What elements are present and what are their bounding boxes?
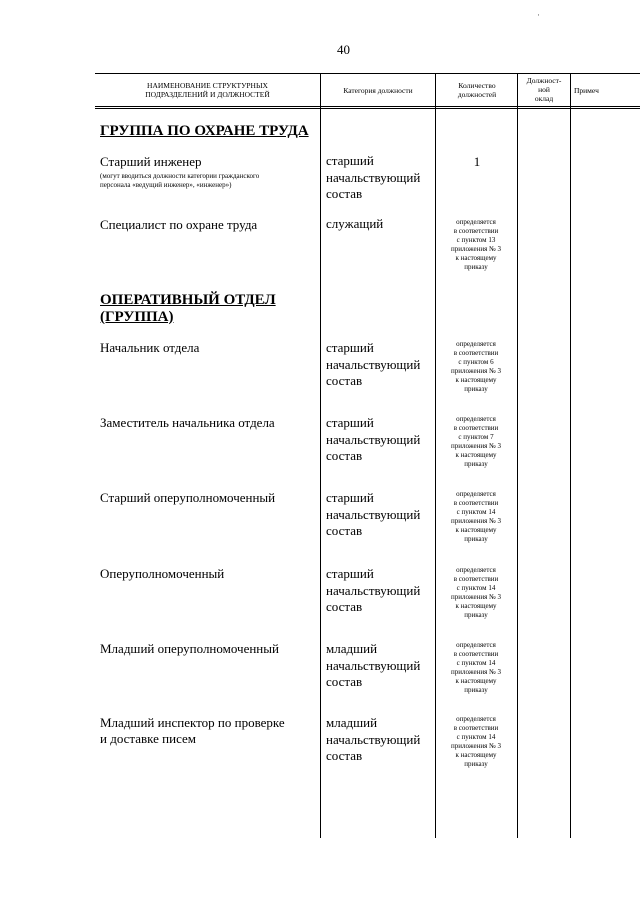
column-divider-4 — [570, 73, 571, 838]
position-quantity: 1 — [473, 154, 481, 169]
header-notes-column: Примеч — [574, 86, 599, 95]
position-category: младший начальствующий состав — [326, 715, 421, 763]
position-name: Специалист по охране труда — [100, 217, 258, 232]
position-quantity: определяется в соответствии с пунктом 14 приложения № 3 к настоящему приказу — [450, 566, 502, 619]
position-category: старший начальствующий состав — [326, 490, 421, 538]
header-quantity-column: Количество должностей — [457, 81, 497, 99]
position-category: старший начальствующий состав — [326, 153, 421, 201]
header-name-column: НАИМЕНОВАНИЕ СТРУКТУРНЫХ ПОДРАЗДЕЛЕНИЙ И ДОЛЖНОСТЕЙ — [145, 81, 270, 99]
page-number: 40 — [337, 42, 350, 57]
corner-mark: · — [537, 10, 540, 20]
header-bottom-border-double — [95, 108, 640, 109]
position-category: младший начальствующий состав — [326, 641, 421, 689]
position-quantity: определяется в соответствии с пунктом 13 приложения № 3 к настоящему приказу — [450, 218, 502, 271]
position-quantity: определяется в соответствии с пунктом 14 приложения № 3 к настоящему приказу — [450, 641, 502, 694]
position-category: служащий — [326, 216, 384, 231]
header-salary-column: Должност- ной оклад — [526, 76, 562, 103]
section-title: ГРУППА ПО ОХРАНЕ ТРУДА — [100, 123, 309, 139]
position-note: (могут вводиться должности категории гражданского персонала «ведущий инженер», «инженер») — [100, 172, 260, 189]
position-name: Младший оперуполномоченный — [100, 641, 279, 656]
position-quantity: определяется в соответствии с пунктом 14 приложения № 3 к настоящему приказу — [450, 715, 502, 768]
position-category: старший начальствующий состав — [326, 415, 421, 463]
position-name: Старший оперуполномоченный — [100, 490, 276, 505]
position-name: Заместитель начальника отдела — [100, 415, 275, 430]
position-quantity: определяется в соответствии с пунктом 14 приложения № 3 к настоящему приказу — [450, 490, 502, 543]
position-name: Начальник отдела — [100, 340, 200, 355]
position-name: Оперуполномоченный — [100, 566, 225, 581]
position-quantity: определяется в соответствии с пунктом 6 приложения № 3 к настоящему приказу — [450, 340, 502, 393]
header-category-column: Категория должности — [343, 86, 413, 95]
column-divider-1 — [320, 73, 321, 838]
header-bottom-border — [95, 106, 640, 107]
position-category: старший начальствующий состав — [326, 340, 421, 388]
position-name: Старший инженер — [100, 154, 202, 169]
section-title: ОПЕРАТИВНЫЙ ОТДЕЛ (ГРУППА) — [100, 292, 276, 325]
column-divider-3 — [517, 73, 518, 838]
position-category: старший начальствующий состав — [326, 566, 421, 614]
table-top-border — [95, 73, 640, 74]
position-quantity: определяется в соответствии с пунктом 7 приложения № 3 к настоящему приказу — [450, 415, 502, 468]
position-name: Младший инспектор по проверке и доставке писем — [100, 715, 285, 746]
